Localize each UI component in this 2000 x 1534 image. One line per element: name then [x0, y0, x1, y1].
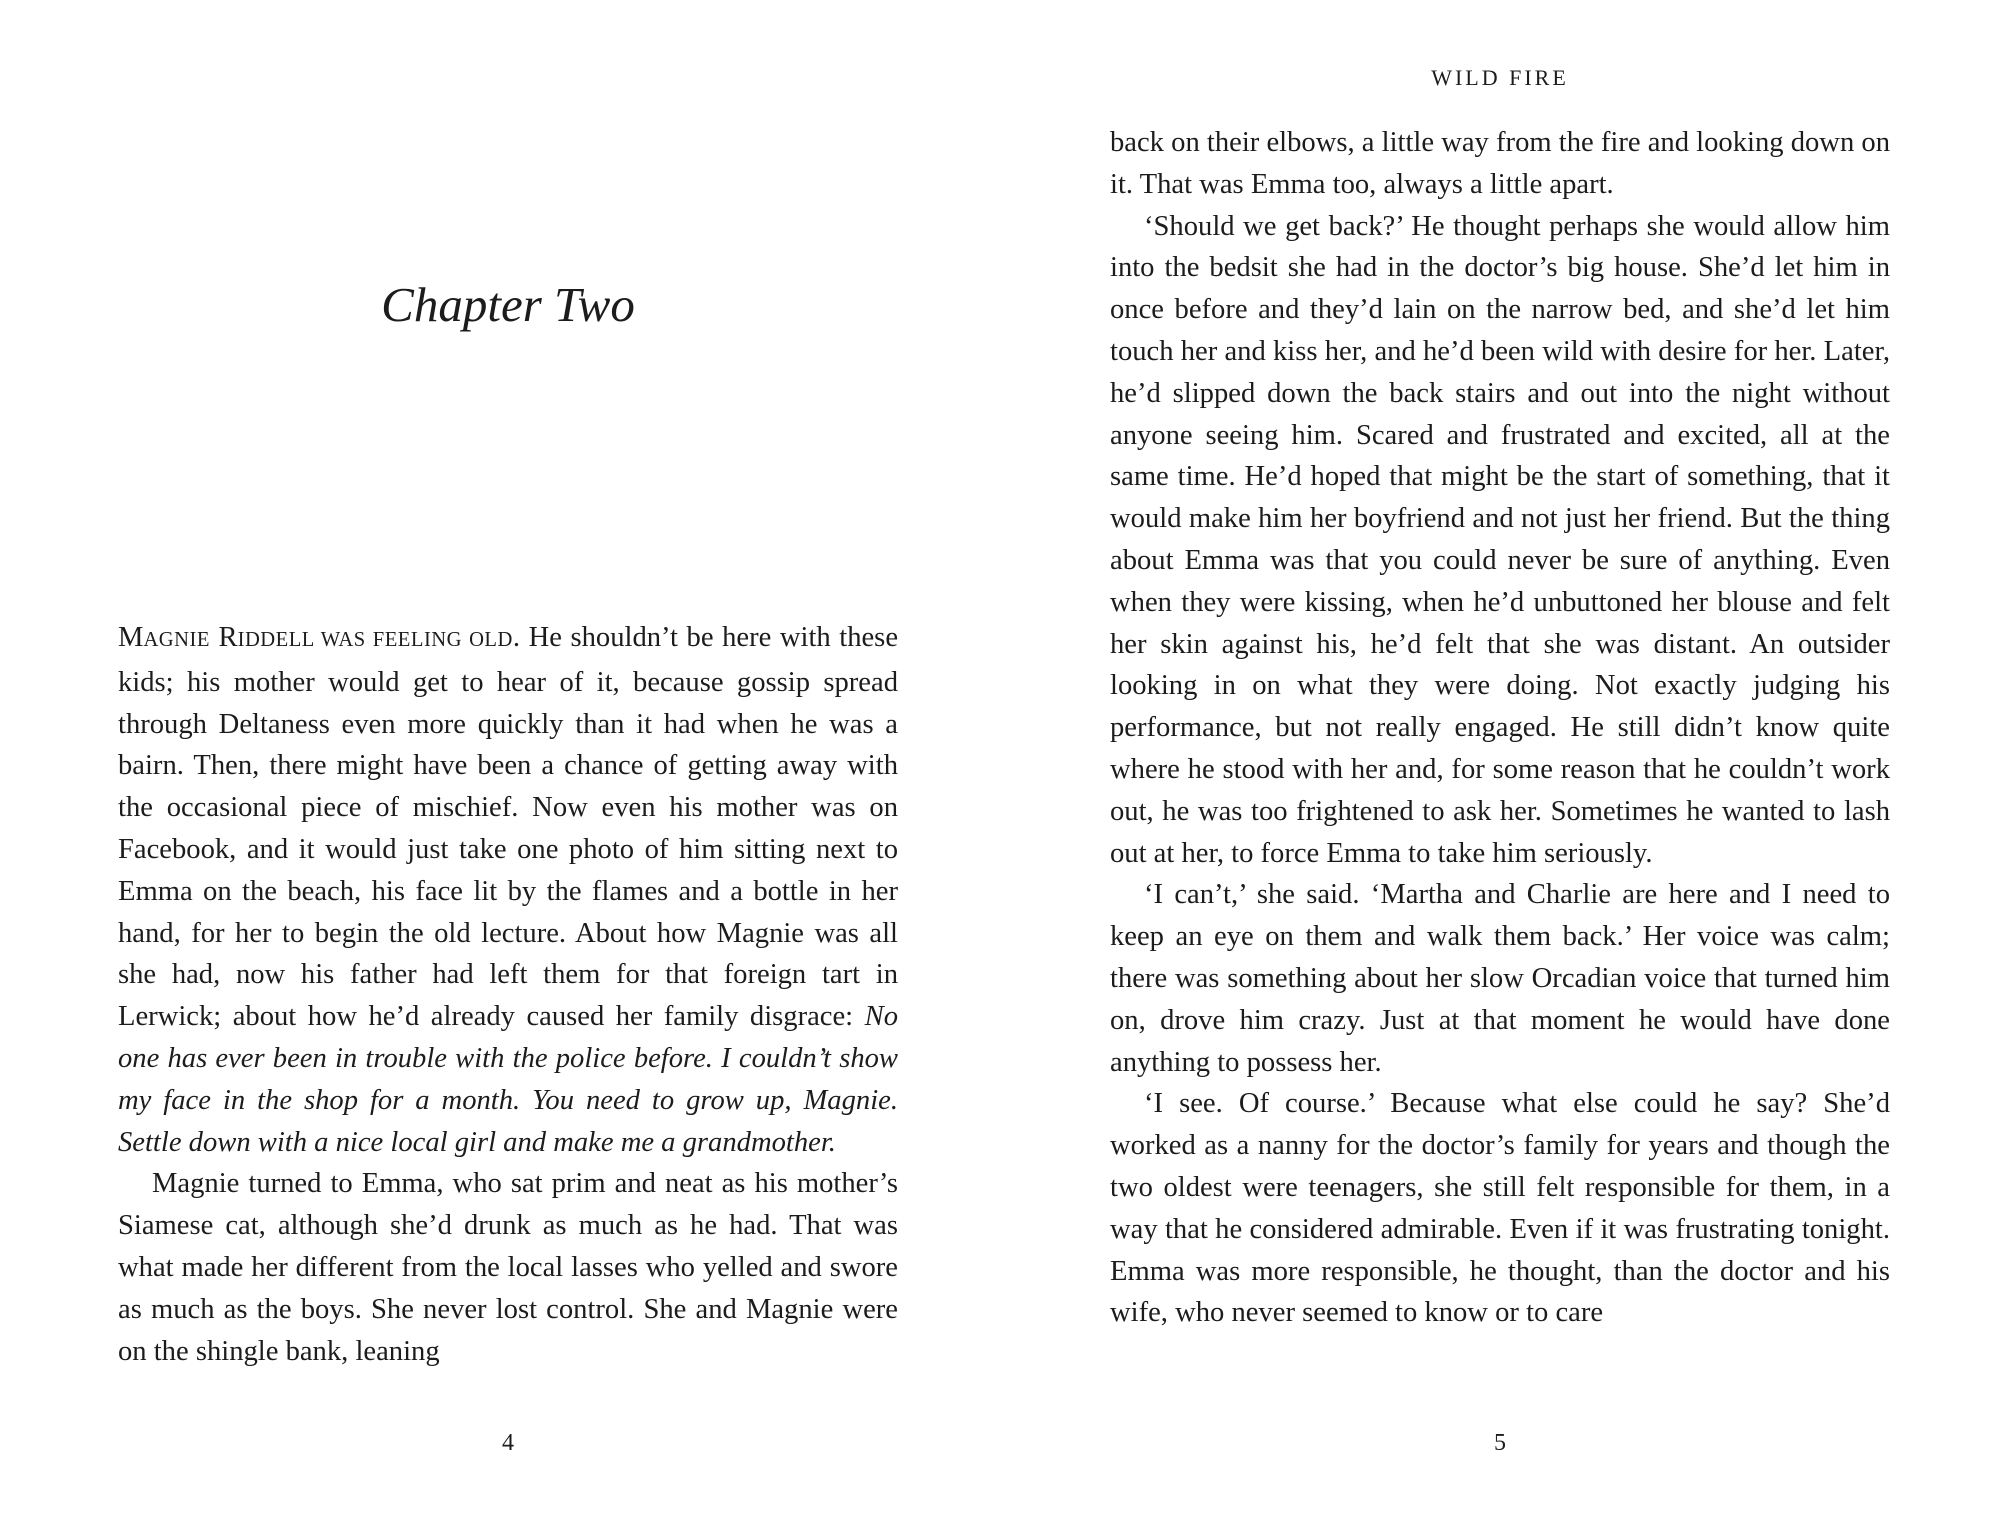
opening-initial-r: R: [218, 622, 238, 653]
right-page-text: [1110, 122, 1890, 1334]
right-paragraph-3: ‘I can’t,’ she said. ‘Martha and Charlie are here and I need to keep an eye on them and walk them back.’ Her voice was calm; there was something about her slow Orcadian voice that turned him on, drove him crazy. Just at that moment he would have done anything to possess her.: [1110, 879, 1890, 1078]
page-number-right: 5: [1494, 1430, 1506, 1456]
opening-dot: .: [512, 622, 529, 653]
opening-body: e shouldn’t be here with these kids; his mother would get to hear of it, because gossip spread through Deltaness even more quickly than it had when he was a bairn. Then, there might have been a chance of getting away with the occasional piece of mischief. Now even his mother was on Facebook, and it would just take one photo of him sitting next to Emma on the beach, his face lit by the flames and a bottle in her hand, for her to begin the old lecture. About how Magnie was all she had, now his father had left them for that foreign tart in Lerwick; about how he’d already caused her family disgrace:: [118, 622, 899, 1033]
opening-paragraph: [118, 617, 898, 1163]
page-number-left: 4: [502, 1430, 514, 1456]
right-paragraph-2: ‘Should we get back?’ He thought perhaps she would allow him into the bedsit she had in the doctor’s big house. She’d let him in once before and they’d lain on the narrow bed, and she’d let him touch her and kiss her, and he’d been wild with desire for her. Later, he’d slipped down the back stairs and out into the night without anyone seeing him. Scared and frustrated and excited, all at the same time. He’d hoped that might be the start of something, that it would make him her boyfriend and not just her friend. But the thing about Emma was that you could never be sure of anything. Even when they were kissing, when he’d unbuttoned her blouse and felt her skin against his, he’d felt that she was distant. An outsider looking in on what they were doing. Not exactly judging his performance, but not really engaged. He still didn’t know quite where he stood with her and, for some reason that he couldn’t work out, he was too frightened to ask her. Sometimes he wanted to lash out at her, to force Emma to take him seriously.: [1110, 210, 1890, 869]
opening-italic-lecture: No one has ever been in trouble with the police before. I couldn’t show my face in the shop for a month. You need to grow up, Magnie. Settle down with a nice local girl and make me a grandmother.: [118, 1001, 898, 1158]
left-paragraph-2: Magnie turned to Emma, who sat prim and neat as his mother’s Siamese cat, although she’d drunk as much as he had. That was what made her different from the local lasses who yelled and swore as much as the boys. She never lost control. She and Magnie were on the shingle bank, leaning: [118, 1168, 898, 1367]
opening-initial-m: M: [118, 622, 144, 653]
opening-small-caps-1: AGNIE: [143, 629, 210, 651]
left-page-text: [118, 617, 898, 1372]
right-page: [1000, 0, 2000, 1534]
right-paragraph-1: back on their elbows, a little way from the fire and looking down on it. That was Emma too, always a little apart.: [1110, 127, 1890, 200]
opening-initial-h: H: [528, 622, 550, 653]
chapter-title: Chapter Two: [381, 277, 635, 332]
opening-small-caps-2: IDDELL WAS FEELING OLD: [237, 629, 513, 651]
right-paragraph-4: ‘I see. Of course.’ Because what else could he say? She’d worked as a nanny for the doctor’s family for years and though the two oldest were teenagers, she still felt responsible for them, in a way that he considered admirable. Even if it was frustrating tonight. Emma was more responsible, he thought, than the doctor and his wife, who never seemed to know or to care: [1110, 1088, 1890, 1329]
running-head: WILD FIRE: [1431, 65, 1569, 90]
